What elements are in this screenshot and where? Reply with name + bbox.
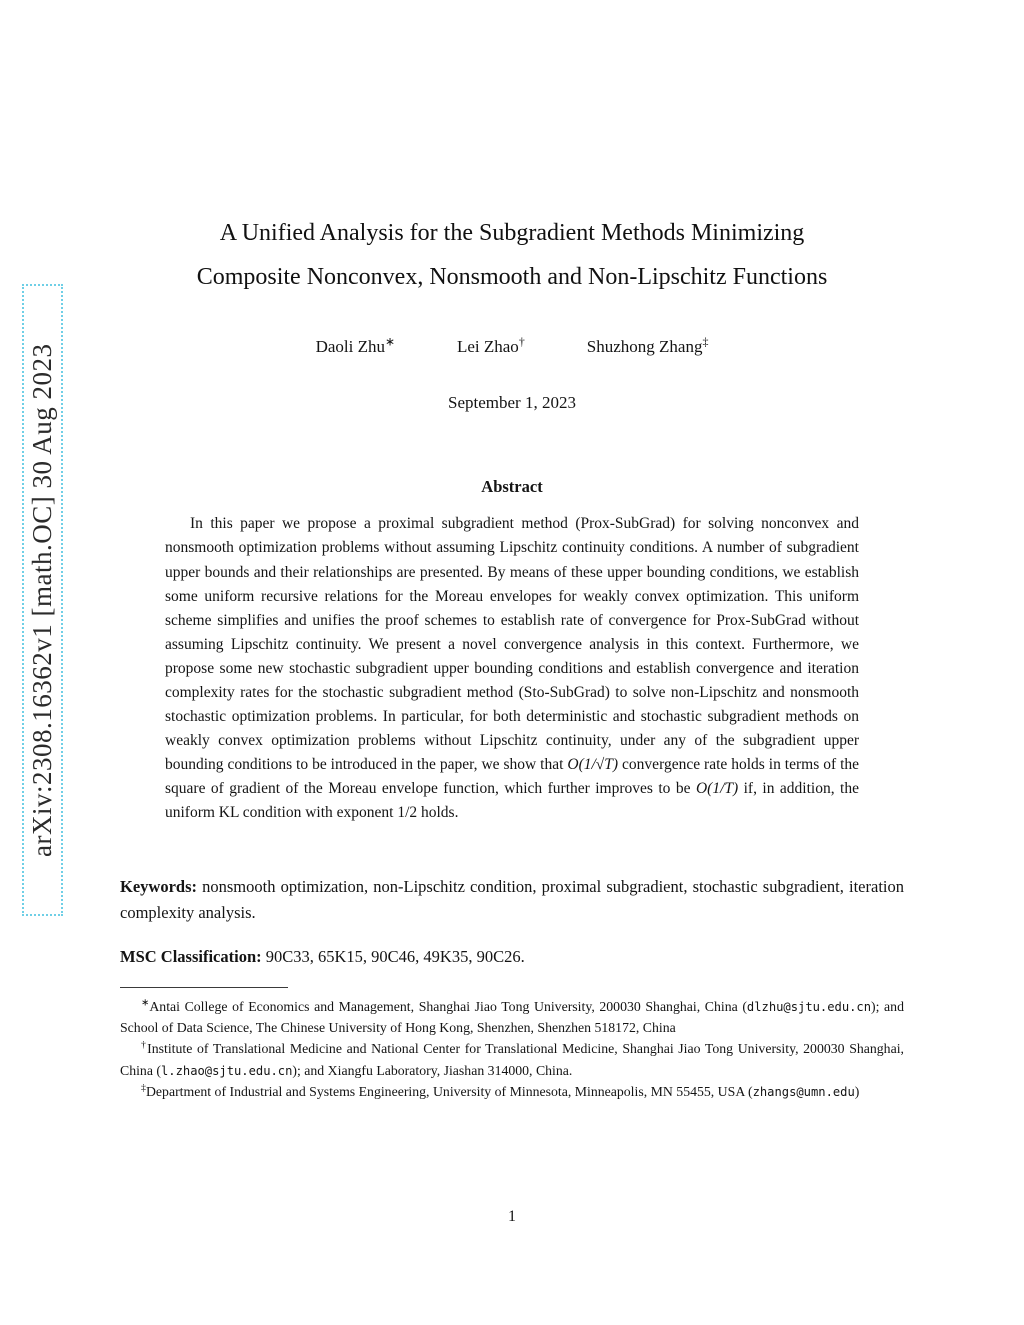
abstract-text — [165, 512, 859, 825]
keywords-label: Keywords: — [120, 876, 197, 896]
footnote-1-text2: ); and School of Data Science, The Chinese University of Hong Kong, Shenzhen, Shenzhen 518172, China — [120, 998, 904, 1036]
author-2 — [456, 334, 525, 357]
footnote-rule — [120, 987, 288, 988]
abstract-math-sqrt-rate: O(1/√T) — [567, 756, 619, 774]
paper-title-line2: Composite Nonconvex, Nonsmooth and Non-Lipschitz Functions — [196, 263, 828, 290]
footnote-1-email: dlzhu@sjtu.edu.cn — [746, 999, 872, 1014]
author-2-name: Lei Zhao — [456, 337, 519, 357]
abstract-math-linear-rate: O(1/T) — [695, 780, 739, 798]
msc-text: 90C33, 65K15, 90C46, 49K35, 90C26. — [261, 946, 525, 966]
paper-content — [120, 0, 904, 1103]
footnotes — [120, 996, 904, 1103]
paper-title — [120, 212, 904, 299]
author-1 — [315, 334, 395, 357]
footnote-2-email: l.zhao@sjtu.edu.cn — [161, 1063, 293, 1078]
author-1-footnote-marker: ∗ — [385, 334, 395, 349]
author-3-name: Shuzhong Zhang — [586, 337, 703, 357]
footnote-3-email: zhangs@umn.edu — [752, 1085, 855, 1100]
arxiv-watermark: arXiv:2308.16362v1 [math.OC] 30 Aug 2023 — [22, 284, 63, 916]
abstract-heading: Abstract — [481, 477, 543, 497]
footnote-2-text2: ); and Xiangfu Laboratory, Jiashan 314000, China. — [292, 1062, 573, 1078]
msc-paragraph — [120, 944, 904, 971]
keywords-paragraph — [120, 874, 904, 927]
abstract-part1: In this paper we propose a proximal subgradient method (Prox-SubGrad) for solving nonconvex and nonsmooth optimization problems without assuming Lipschitz continuity conditions. A number of subgradient upper bounds and their relationships are presented. By means of these upper bounding conditions, we establish some uniform recursive relations for the Moreau envelopes for weakly convex optimization. This uniform scheme simplifies and unifies the proof schemes to establish rate of convergence for Prox-SubGrad without assuming Lipschitz continuity. We present a novel convergence analysis in this context. Furthermore, we propose some new stochastic subgradient upper bounding conditions and establish convergence and iteration complexity rates for the stochastic subgradient method (Sto-SubGrad) to solve non-Lipschitz and nonsmooth stochastic optimization problems. In particular, for both deterministic and stochastic subgradient methods on weakly convex optimization problems without Lipschitz continuity, under any of the subgradient upper bounding conditions to be introduced in the paper, we show that — [165, 515, 859, 774]
footnote-1-marker: ∗ — [141, 997, 150, 1009]
paper-title-line1: A Unified Analysis for the Subgradient Methods Minimizing — [219, 220, 805, 246]
msc-label: MSC Classification: — [120, 946, 262, 966]
footnote-1 — [120, 996, 904, 1039]
page-number: 1 — [508, 1208, 516, 1225]
author-list — [120, 334, 904, 357]
footnote-3-text: Department of Industrial and Systems Engineering, University of Minnesota, Minneapolis, MN 55455, USA ( — [145, 1084, 753, 1100]
footnote-3-marker: ‡ — [141, 1082, 146, 1094]
footnote-3 — [120, 1081, 904, 1102]
footnote-3-text2: ) — [854, 1084, 860, 1100]
keywords-text: nonsmooth optimization, non-Lipschitz condition, proximal subgradient, stochastic subgradient, iteration complexity analysis. — [120, 876, 904, 923]
abstract-part2: convergence rate holds in terms of the square of gradient of the Moreau envelope function, which further improves to be — [165, 756, 859, 798]
author-3-footnote-marker: ‡ — [702, 334, 709, 349]
paper-date: September 1, 2023 — [448, 393, 576, 413]
footnote-1-text: Antai College of Economics and Management, Shanghai Jiao Tong University, 200030 Shanghai, China ( — [149, 998, 747, 1014]
author-3 — [586, 334, 709, 357]
footnote-2-marker: † — [141, 1039, 148, 1051]
author-1-name: Daoli Zhu — [315, 337, 385, 357]
abstract-part3: if, in addition, the uniform KL condition with exponent 1/2 holds. — [165, 780, 859, 822]
footnote-2 — [120, 1038, 904, 1081]
footnote-2-text: Institute of Translational Medicine and National Center for Translational Medicine, Shanghai Jiao Tong University, 200030 Shanghai, China ( — [120, 1041, 904, 1078]
author-2-footnote-marker: † — [518, 334, 525, 349]
